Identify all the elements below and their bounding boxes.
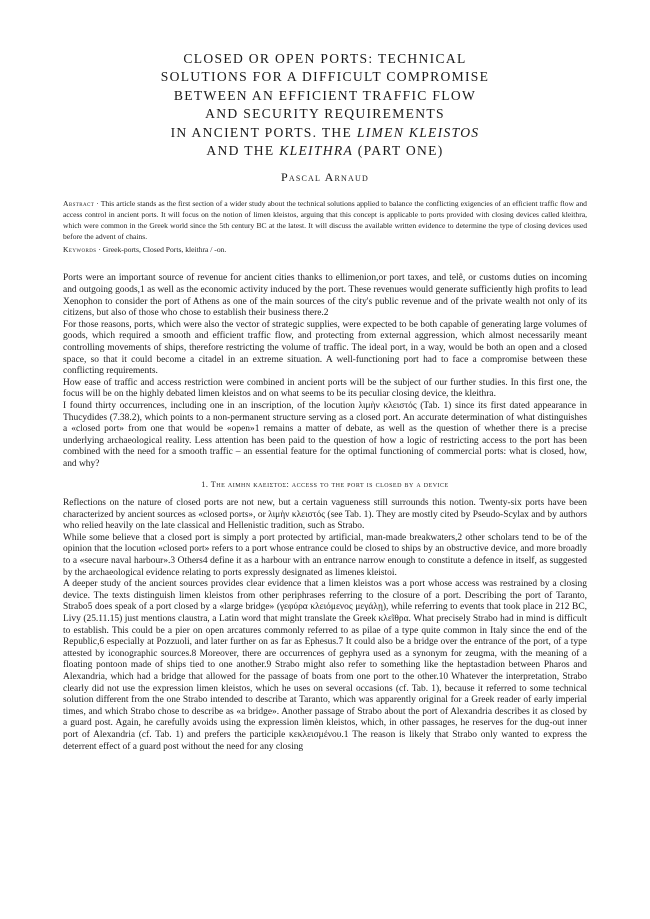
article-page bbox=[63, 50, 587, 753]
body-paragraph: Reflections on the nature of closed ports are not new, but a certain vagueness still surrounds this notion. Twenty-six ports have been characterized by ancient sources as «closed ports», or λιμὴν κλειστός (see Tab. 1). They are mostly cited by Pseudo-Scylax and by authors who relied heavily on the late classical and Hellenistic tradition, such as Strabo. bbox=[63, 498, 587, 532]
article-title bbox=[63, 50, 587, 160]
keywords bbox=[63, 245, 587, 256]
body-paragraph: While some believe that a closed port is simply a port protected by artificial, man-made breakwaters,2 other scholars tend to be of the opinion that the locution «closed port» refers to a port whose entrance could be closed to ships by an obstructive device, and more broadly to a «secure naval harbour».3 Others4 define it as a harbour with an entrance narrow enough to constitute a defence in itself, as suggested by the archaeological evidence relating to ports expressly designated as limenes kleistoi. bbox=[63, 532, 587, 578]
article-body bbox=[63, 273, 587, 753]
title-line-text: IN ANCIENT PORTS. THE bbox=[170, 124, 357, 140]
title-line bbox=[63, 124, 587, 142]
body-paragraph: I found thirty occurrences, including one in an inscription, of the locution λιμὴν κλειστός (Tab. 1) since its first dated appearance in Thucydides (7.38.2), which points to a non-permanent structure serving as a closed port. An accurate determination of what distinguishes a «closed port» from one that would be «open»1 remains a matter of debate, as well as the question of whether there is a precise underlying archaeological reality. Less attention has been paid to the question of how a logic of restricting access to the port has been combined with the need for a smooth traffic – an essential feature for the optimal functioning of commercial ports: what is closed, how, and why? bbox=[63, 400, 587, 469]
title-line: SOLUTIONS FOR A DIFFICULT COMPROMISE bbox=[160, 69, 490, 85]
title-line-text: (PART ONE) bbox=[357, 143, 444, 159]
body-paragraph: How ease of traffic and access restriction were combined in ancient ports will be the subject of our further studies. In this first one, the focus will be on the highly debated limen kleistos and on what seems to be its peculiar closing device, the kleithra. bbox=[63, 377, 587, 400]
abstract-label: Abstract bbox=[63, 199, 95, 209]
section-heading: 1. The λιμην κλειστος: access to the port is closed by a device bbox=[201, 479, 449, 489]
abstract bbox=[63, 199, 587, 242]
keywords-text: Greek-ports, Closed Ports, kleithra / -on. bbox=[102, 244, 227, 254]
title-line bbox=[63, 142, 587, 160]
title-line: AND SECURITY REQUIREMENTS bbox=[205, 106, 445, 122]
author-name: Pascal Arnaud bbox=[281, 170, 369, 185]
abstract-text: This article stands as the first section of a wider study about the technical solutions applied to balance the conflicting exigencies of an efficient traffic flow and access control in ancient ports. It will focus on the notion of limen kleistos, arguing that this concept is applicable to ports provided with closing devices called kleithra, which were common in the Greek world since the 5th century BC at the latest. It will discuss the available written evidence to determine the type of closing devices used before the advent of chains. bbox=[63, 199, 587, 241]
body-paragraph: A deeper study of the ancient sources provides clear evidence that a limen kleistos was a port whose access was restrained by a closing device. The texts distinguish limen kleistos from other periphrases referring to the closure of a port. Describing the port of Taranto, Strabo5 does speak of a port closed by a «large bridge» (γεφύρα κλειόμενος μεγάλῃ), while referring to events that took place in 212 BC, Livy (25.11.15) just mentions claustra, a Latin word that might translate the Greek κλεῖθρα. What precisely Strabo had in mind is difficult to establish. This could be a pier on open arcatures commonly referred to as pilae of a type quite common in Italy since the end of the Republic,6 especially at Pozzuoli, and later further on as far as Ephesus.7 It could also be a bridge over the entrance of the port, of a type attested by iconographic sources.8 Moreover, there are occurrences of gephyra used as a synonym for zeugma, with the meaning of a floating pontoon made of ships tied to one another.9 Strabo might also refer to something like the heptastadion between Pharos and Alexandria, which had a bridge that allowed for the passage of boats from one port to the other.10 Whatever the interpretation, Strabo clearly did not use the expression limen kleistos, which he uses on several occasions (cf. Tab. 1), because it referred to some technical solution different from the one Strabo intended to describe at Taranto, which was apparently original for a Greek reader of early imperial times, and which Strabo chose to describe as «a bridge». Another passage of Strabo about the port of Alexandria describes it as closed by a guard post. Again, he carefully avoids using the expression limèn kleistos, which, in other passages, he reserves for the dug-out inner port of Alexandria (cf. Tab. 1) and prefers the participle κεκλεισμένου.1 The reason is likely that Strabo only wanted to express the deterrent effect of a guard post without the need for any closing bbox=[63, 579, 587, 752]
keywords-label: Keywords bbox=[63, 244, 97, 254]
abstract-separator: · bbox=[94, 199, 101, 209]
body-paragraph: Ports were an important source of revenue for ancient cities thanks to ellimenion,or port taxes, and telê, or customs duties on incoming and outgoing goods,1 as well as the economic activity induced by the port. These revenues would generate sufficiently high profits to lead Xenophon to consider the port of Athens as one of the main sources of the city's public revenue and of the private wealth not only of its citizens, but also of those who chose to establish their business there.2 bbox=[63, 273, 587, 319]
title-italic: KLEITHRA bbox=[279, 143, 354, 159]
body-paragraph: For those reasons, ports, which were also the vector of strategic supplies, were expected to be both capable of generating large volumes of goods, which required a smooth and efficient traffic flow, and protecting from external aggression, which almost necessarily meant controlling movements of ships, therefore restricting the volume of traffic. The ideal port, in a way, would be both an open and a closed space, so that it could become a citadel in an extreme situation. A well-functioning port had to face a compromise between these conflicting requirements. bbox=[63, 319, 587, 377]
title-italic: LIMEN KLEISTOS bbox=[356, 124, 480, 140]
title-line: CLOSED OR OPEN PORTS: TECHNICAL bbox=[183, 51, 467, 66]
keywords-separator: · bbox=[96, 244, 103, 254]
title-line: BETWEEN AN EFFICIENT TRAFFIC FLOW bbox=[173, 87, 477, 103]
title-line-text: AND THE bbox=[206, 143, 280, 159]
